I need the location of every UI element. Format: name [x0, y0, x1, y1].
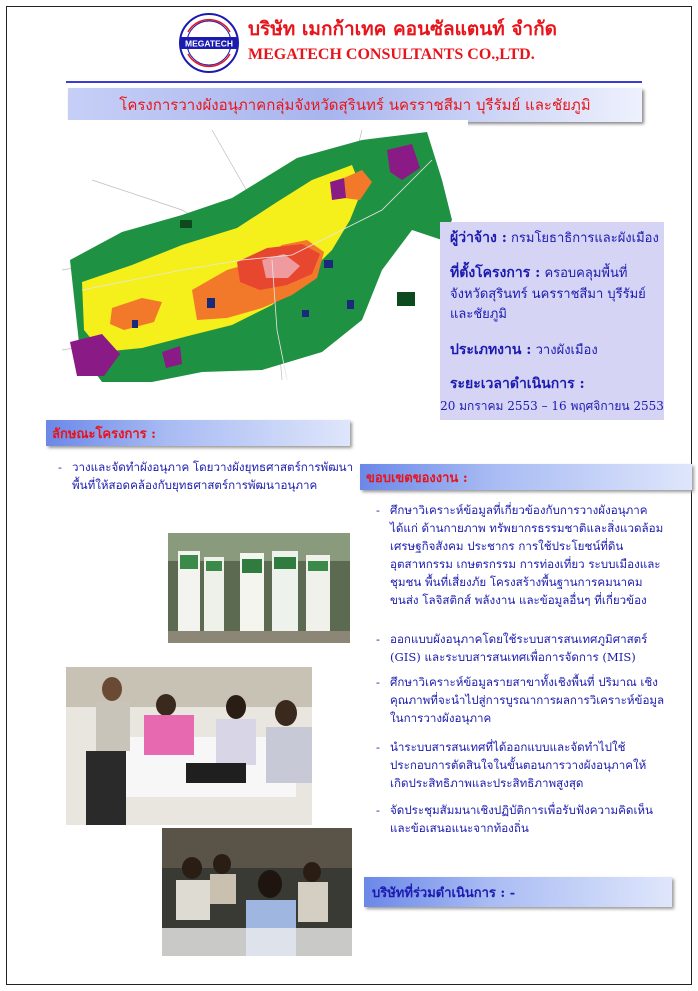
location-value-line-2: จังหวัดสุรินทร์ นครราชสีมา บุรีรัมย์ [450, 287, 646, 302]
partner-header [364, 877, 672, 907]
scope-heading: ขอบเขตของงาน : [366, 470, 468, 486]
bullet-dash: - [376, 503, 380, 517]
location-value-line-3: และชัยภูมิ [450, 307, 507, 322]
scope-header [360, 464, 692, 490]
bullet-dash: - [376, 675, 380, 689]
period-value: 20 มกราคม 2553 – 16 พฤศจิกายน 2553 [440, 399, 664, 413]
scope-line: อุตสาหกรรม เกษตรกรรม การท่องเที่ยว ระบบเมืองและ [390, 557, 661, 571]
scope-item-4 [376, 738, 680, 792]
bullet-dash: - [376, 632, 380, 646]
scope-line: เศรษฐกิจสังคม ประชากร การใช้ประโยชน์ที่ดิน [390, 539, 624, 553]
project-title-bar [68, 88, 642, 122]
scope-line: ประกอบการตัดสินใจในขั้นตอนการวางผังอนุภาคให้ [390, 758, 647, 772]
type-row [450, 341, 598, 360]
characteristics-line-2: พื้นที่ให้สอดคล้องกับยุทธศาสตร์การพัฒนาอนุภาค [72, 478, 318, 492]
scope-line: (GIS) และระบบสารสนเทศเพื่อการจัดการ (MIS) [390, 650, 636, 664]
scope-line: เกิดประสิทธิภาพและประสิทธิภาพสูงสุด [390, 776, 584, 790]
scope-line: และข้อเสนอแนะจากท้องถิ่น [390, 821, 529, 835]
company-name-english: MEGATECH CONSULTANTS CO.,LTD. [248, 46, 535, 63]
scope-line: ชุมชน พื้นที่เสี่ยงภัย โครงสร้างพื้นฐานการคมนาคม [390, 575, 643, 589]
characteristics-item [58, 458, 372, 494]
workshop-photo [66, 667, 312, 825]
employer-label: ผู้ว่าจ้าง : [450, 230, 507, 246]
type-value: วางผังเมือง [535, 343, 598, 358]
partner-heading: บริษัทที่ร่วมดำเนินการ : - [372, 885, 516, 901]
characteristics-heading: ลักษณะโครงการ : [52, 426, 156, 442]
scope-line: ศึกษาวิเคราะห์ข้อมูลที่เกี่ยวข้องกับการวางผังอนุภาค [390, 503, 648, 517]
scope-line: นำระบบสารสนเทศที่ได้ออกแบบและจัดทำไปใช้ [390, 740, 626, 754]
scope-line: ในการวางผังอนุภาค [390, 711, 492, 725]
location-row [450, 264, 627, 283]
location-value: ครอบคลุมพื้นที่ [544, 266, 628, 281]
scope-line: ศึกษาวิเคราะห์ข้อมูลรายสาขาทั้งเชิงพื้นที่ ปริมาณ เชิง [390, 675, 658, 689]
scope-item-1 [376, 501, 680, 609]
scope-item-2 [376, 630, 680, 666]
scope-line: ออกแบบผังอนุภาคโดยใช้ระบบสารสนเทศภูมิศาสตร์ [390, 632, 648, 646]
period-label: ระยะเวลาดำเนินการ : [450, 376, 585, 392]
characteristics-line-1: วางและจัดทำผังอนุภาค โดยวางผังยุทธศาสตร์การพัฒนา [72, 460, 354, 474]
header-divider [66, 81, 642, 83]
bullet-dash: - [376, 803, 380, 817]
exhibition-photo [168, 533, 350, 643]
project-title: โครงการวางผังอนุภาคกลุ่มจังหวัดสุรินทร์ นครราชสีมา บุรีรัมย์ และชัยภูมิ [119, 96, 591, 114]
scope-line: ได้แก่ ด้านกายภาพ ทรัพยากรธรรมชาติและสิ่งแวดล้อม [390, 521, 664, 535]
scope-item-3 [376, 673, 680, 727]
bullet-dash: - [58, 460, 62, 474]
scope-item-5 [376, 801, 680, 837]
megatech-logo [178, 12, 240, 74]
location-label: ที่ตั้งโครงการ : [450, 265, 541, 281]
scope-line: คุณภาพที่จะนำไปสู่การบูรณาการผลการวิเคราะห์ข้อมูล [390, 693, 665, 707]
project-info-box [440, 222, 664, 420]
seminar-photo [162, 828, 352, 956]
employer-row [450, 229, 659, 248]
land-use-map [62, 120, 468, 392]
characteristics-header [46, 420, 350, 446]
scope-line: ขนส่ง โลจิสติกส์ พลังงาน และข้อมูลอื่นๆ ที่เกี่ยวข้อง [390, 593, 647, 607]
company-name-thai: บริษัท เมกก้าเทค คอนซัลแตนท์ จำกัด [248, 18, 557, 40]
bullet-dash: - [376, 740, 380, 754]
svg-text:MEGATECH: MEGATECH [184, 38, 234, 49]
scope-line: จัดประชุมสัมมนาเชิงปฏิบัติการเพื่อรับฟังความคิดเห็น [390, 803, 653, 817]
type-label: ประเภทงาน : [450, 342, 532, 358]
employer-value: กรมโยธาธิการและผังเมือง [511, 231, 659, 246]
